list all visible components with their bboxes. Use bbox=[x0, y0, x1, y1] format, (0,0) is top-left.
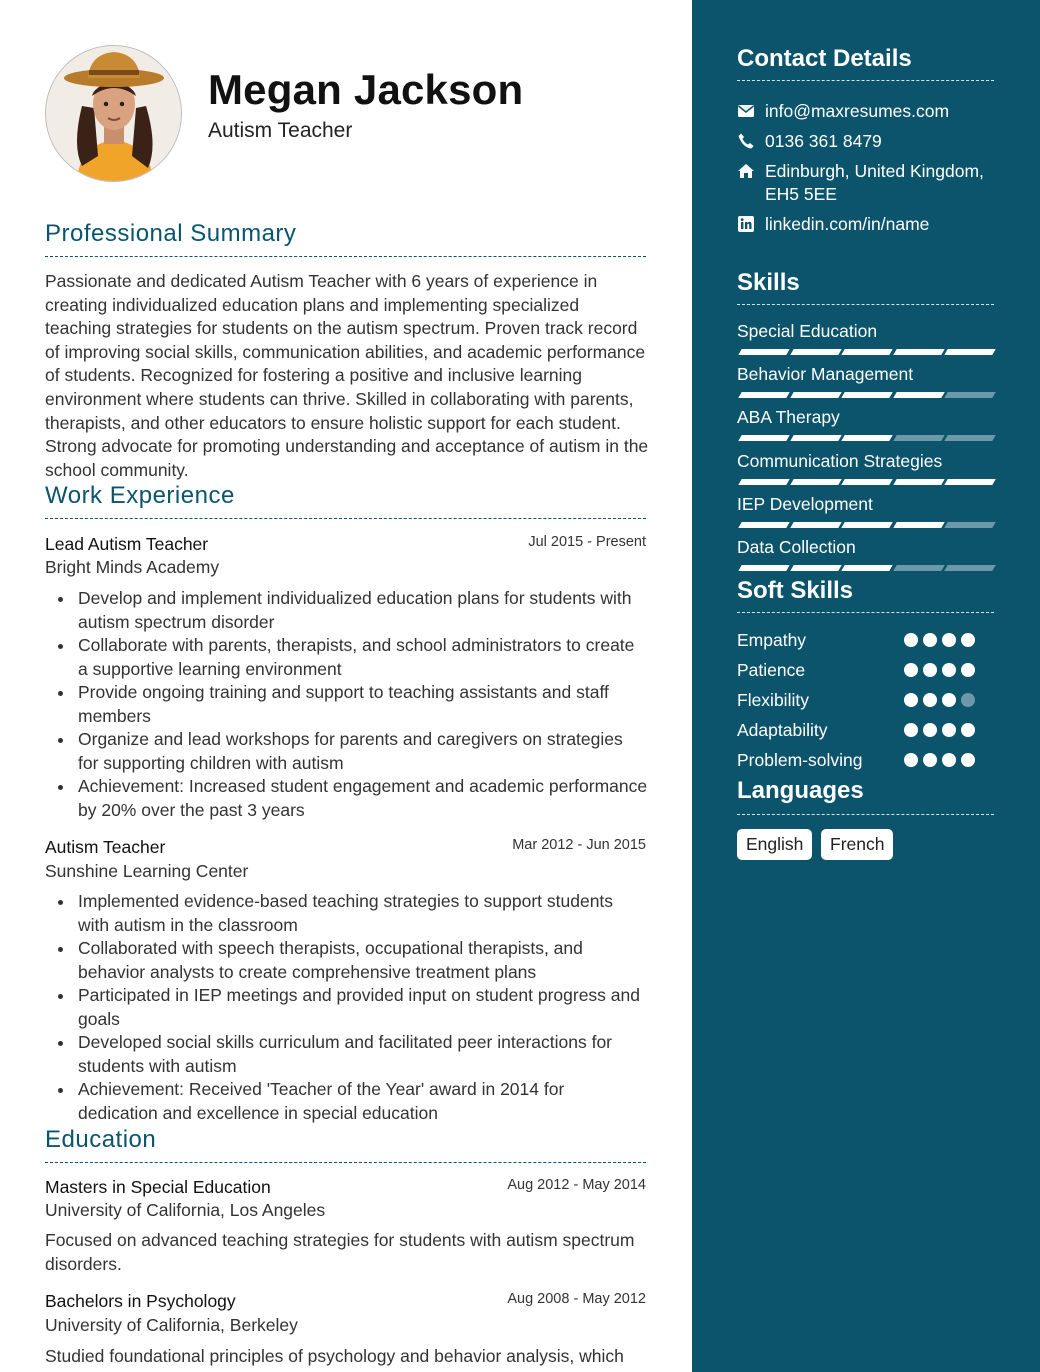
phone-text: 0136 361 8479 bbox=[765, 131, 882, 151]
home-icon bbox=[737, 162, 755, 180]
skill-level-segment bbox=[841, 392, 892, 398]
skill-level-segment bbox=[738, 565, 789, 571]
rating-dot bbox=[961, 663, 975, 677]
rating-dot bbox=[904, 753, 918, 767]
soft-skill-name: Patience bbox=[737, 660, 806, 680]
education-header bbox=[45, 1177, 646, 1201]
skill-level-segment bbox=[893, 565, 944, 571]
avatar bbox=[45, 45, 182, 182]
skill-level-segment bbox=[944, 435, 995, 441]
linkedin-text: linkedin.com/in/name bbox=[765, 214, 930, 234]
job-role: Lead Autism Teacher bbox=[45, 534, 209, 554]
rating-dot bbox=[942, 663, 956, 677]
skill-level-segment bbox=[738, 392, 789, 398]
rating-dot bbox=[942, 723, 956, 737]
skill-name: Communication Strategies bbox=[737, 450, 943, 471]
rating-dot bbox=[942, 633, 956, 647]
candidate-name: Megan Jackson bbox=[208, 66, 524, 113]
linkedin-icon bbox=[737, 215, 755, 233]
list-item: Developed social skills curriculum and facilitated peer interactions for students with autism bbox=[78, 1031, 648, 1078]
soft-skill-name: Adaptability bbox=[737, 720, 828, 740]
address-line-1: Edinburgh, United Kingdom, bbox=[765, 161, 984, 181]
address-line-2: EH5 5EE bbox=[765, 184, 837, 204]
experience-heading: Work Experience bbox=[45, 482, 235, 509]
rating-dot bbox=[923, 693, 937, 707]
job-date: Jul 2015 - Present bbox=[528, 534, 646, 550]
contact-heading: Contact Details bbox=[737, 45, 912, 72]
skill-level-segment bbox=[893, 392, 944, 398]
soft-skill-rating bbox=[904, 663, 984, 677]
skill-level-segment bbox=[738, 349, 789, 355]
divider bbox=[45, 1162, 646, 1163]
job-role: Autism Teacher bbox=[45, 837, 166, 857]
rating-dot bbox=[942, 693, 956, 707]
school: University of California, Berkeley bbox=[45, 1315, 298, 1335]
envelope-icon bbox=[737, 102, 755, 120]
rating-dot bbox=[904, 663, 918, 677]
skill-level-segment bbox=[738, 479, 789, 485]
contact-address bbox=[737, 160, 1007, 208]
divider bbox=[737, 814, 994, 815]
skill-level-bar bbox=[737, 435, 994, 442]
languages-heading: Languages bbox=[737, 777, 864, 804]
profile-photo bbox=[46, 46, 182, 182]
soft-skill-name: Problem-solving bbox=[737, 750, 863, 770]
divider bbox=[737, 304, 994, 305]
language-badge: French bbox=[821, 829, 893, 860]
skill-level-segment bbox=[944, 479, 995, 485]
skill-level-segment bbox=[841, 349, 892, 355]
job-date: Mar 2012 - Jun 2015 bbox=[512, 837, 646, 853]
school: University of California, Los Angeles bbox=[45, 1200, 326, 1220]
rating-dot bbox=[961, 753, 975, 767]
skill-level-segment bbox=[893, 479, 944, 485]
education-date: Aug 2012 - May 2014 bbox=[507, 1177, 646, 1193]
skill-level-segment bbox=[944, 565, 995, 571]
list-item: Participated in IEP meetings and provided input on student progress and goals bbox=[78, 984, 648, 1031]
skill-name: Special Education bbox=[737, 321, 878, 341]
summary-text: Passionate and dedicated Autism Teacher with 6 years of experience in creating individualized education plans and implementing specialized teaching strategies for students on the autism spectrum. Proven track record of improving social skills, communication abilities, and academic performance of students. Recognized for fostering a positive and inclusive learning environment where students can thrive. Skilled in collaborating with parents, therapists, and other educators to ensure holistic support for each student. Strong advocate for promoting understanding and acceptance of autism in the school community. bbox=[45, 271, 649, 480]
soft-skill-rating bbox=[904, 723, 984, 737]
skill-level-segment bbox=[790, 522, 841, 528]
list-item: Provide ongoing training and support to teaching assistants and staff members bbox=[78, 681, 648, 728]
soft-skill-name: Flexibility bbox=[737, 690, 809, 710]
list-item: Collaborate with parents, therapists, and school administrators to create a supportive learning environment bbox=[78, 634, 648, 681]
skill-level-segment bbox=[841, 435, 892, 441]
education-date: Aug 2008 - May 2012 bbox=[507, 1291, 646, 1307]
rating-dot bbox=[961, 693, 975, 707]
education-header bbox=[45, 1291, 646, 1315]
rating-dot bbox=[923, 753, 937, 767]
skill-level-segment bbox=[790, 349, 841, 355]
job-bullets bbox=[78, 587, 648, 822]
job-header bbox=[45, 534, 646, 558]
list-item: Develop and implement individualized education plans for students with autism spectrum disorder bbox=[78, 587, 648, 634]
skill-level-bar bbox=[737, 522, 994, 529]
skill-name: ABA Therapy bbox=[737, 407, 840, 428]
skill-level-bar bbox=[737, 565, 994, 572]
divider bbox=[737, 612, 994, 613]
list-item: Organize and lead workshops for parents and caregivers on strategies for supporting children with autism bbox=[78, 728, 648, 775]
skill-level-segment bbox=[841, 565, 892, 571]
job-header bbox=[45, 837, 646, 861]
education-heading: Education bbox=[45, 1126, 157, 1153]
skill-level-bar bbox=[737, 392, 994, 399]
soft-skill-rating bbox=[904, 693, 984, 707]
rating-dot bbox=[904, 723, 918, 737]
skills-heading: Skills bbox=[737, 269, 800, 296]
skill-name: Behavior Management bbox=[737, 364, 914, 385]
rating-dot bbox=[923, 633, 937, 647]
rating-dot bbox=[923, 663, 937, 677]
education-desc: Studied foundational principles of psychology and behavior analysis, which bbox=[45, 1346, 624, 1366]
list-item: Achievement: Received 'Teacher of the Year' award in 2014 for dedication and excellence in special education bbox=[78, 1078, 648, 1125]
language-badge: English bbox=[737, 829, 812, 860]
skill-level-segment bbox=[944, 392, 995, 398]
email-text: info@maxresumes.com bbox=[765, 101, 950, 121]
degree: Bachelors in Psychology bbox=[45, 1291, 236, 1311]
job-org: Sunshine Learning Center bbox=[45, 861, 249, 881]
skill-level-segment bbox=[790, 565, 841, 571]
skill-level-segment bbox=[738, 522, 789, 528]
list-item: Collaborated with speech therapists, occupational therapists, and behavior analysts to create comprehensive treatment plans bbox=[78, 937, 648, 984]
skill-level-bar bbox=[737, 349, 994, 356]
skill-level-segment bbox=[893, 435, 944, 441]
soft-skill-rating bbox=[904, 753, 984, 767]
contact-email[interactable] bbox=[737, 100, 1007, 124]
education-desc: Focused on advanced teaching strategies for students with autism spectrum disorders. bbox=[45, 1230, 635, 1274]
divider bbox=[45, 256, 646, 257]
rating-dot bbox=[961, 723, 975, 737]
soft-skill-name: Empathy bbox=[737, 630, 807, 650]
degree: Masters in Special Education bbox=[45, 1177, 271, 1197]
divider bbox=[45, 518, 646, 519]
job-bullets bbox=[78, 890, 648, 1125]
skill-level-segment bbox=[841, 479, 892, 485]
phone-icon bbox=[737, 132, 755, 150]
skill-level-segment bbox=[738, 435, 789, 441]
list-item: Implemented evidence-based teaching strategies to support students with autism in the classroom bbox=[78, 890, 648, 937]
soft-skills-heading: Soft Skills bbox=[737, 577, 854, 604]
skill-level-segment bbox=[944, 522, 995, 528]
rating-dot bbox=[904, 693, 918, 707]
skill-level-segment bbox=[893, 349, 944, 355]
divider bbox=[737, 80, 994, 81]
skill-level-bar bbox=[737, 479, 994, 486]
skill-name: IEP Development bbox=[737, 493, 873, 514]
sidebar bbox=[692, 0, 1040, 1372]
skill-level-segment bbox=[790, 392, 841, 398]
contact-phone[interactable] bbox=[737, 130, 1007, 154]
contact-linkedin[interactable] bbox=[737, 213, 1007, 237]
rating-dot bbox=[942, 753, 956, 767]
skill-level-segment bbox=[790, 479, 841, 485]
candidate-title: Autism Teacher bbox=[208, 119, 353, 142]
skill-level-segment bbox=[893, 522, 944, 528]
rating-dot bbox=[923, 723, 937, 737]
skill-level-segment bbox=[944, 349, 995, 355]
summary-heading: Professional Summary bbox=[45, 220, 297, 247]
skill-level-segment bbox=[841, 522, 892, 528]
rating-dot bbox=[961, 633, 975, 647]
skill-name: Data Collection bbox=[737, 537, 856, 557]
job-org: Bright Minds Academy bbox=[45, 557, 220, 577]
rating-dot bbox=[904, 633, 918, 647]
list-item: Achievement: Increased student engagement and academic performance by 20% over the past 3 years bbox=[78, 775, 648, 822]
skill-level-segment bbox=[790, 435, 841, 441]
soft-skill-rating bbox=[904, 633, 984, 647]
